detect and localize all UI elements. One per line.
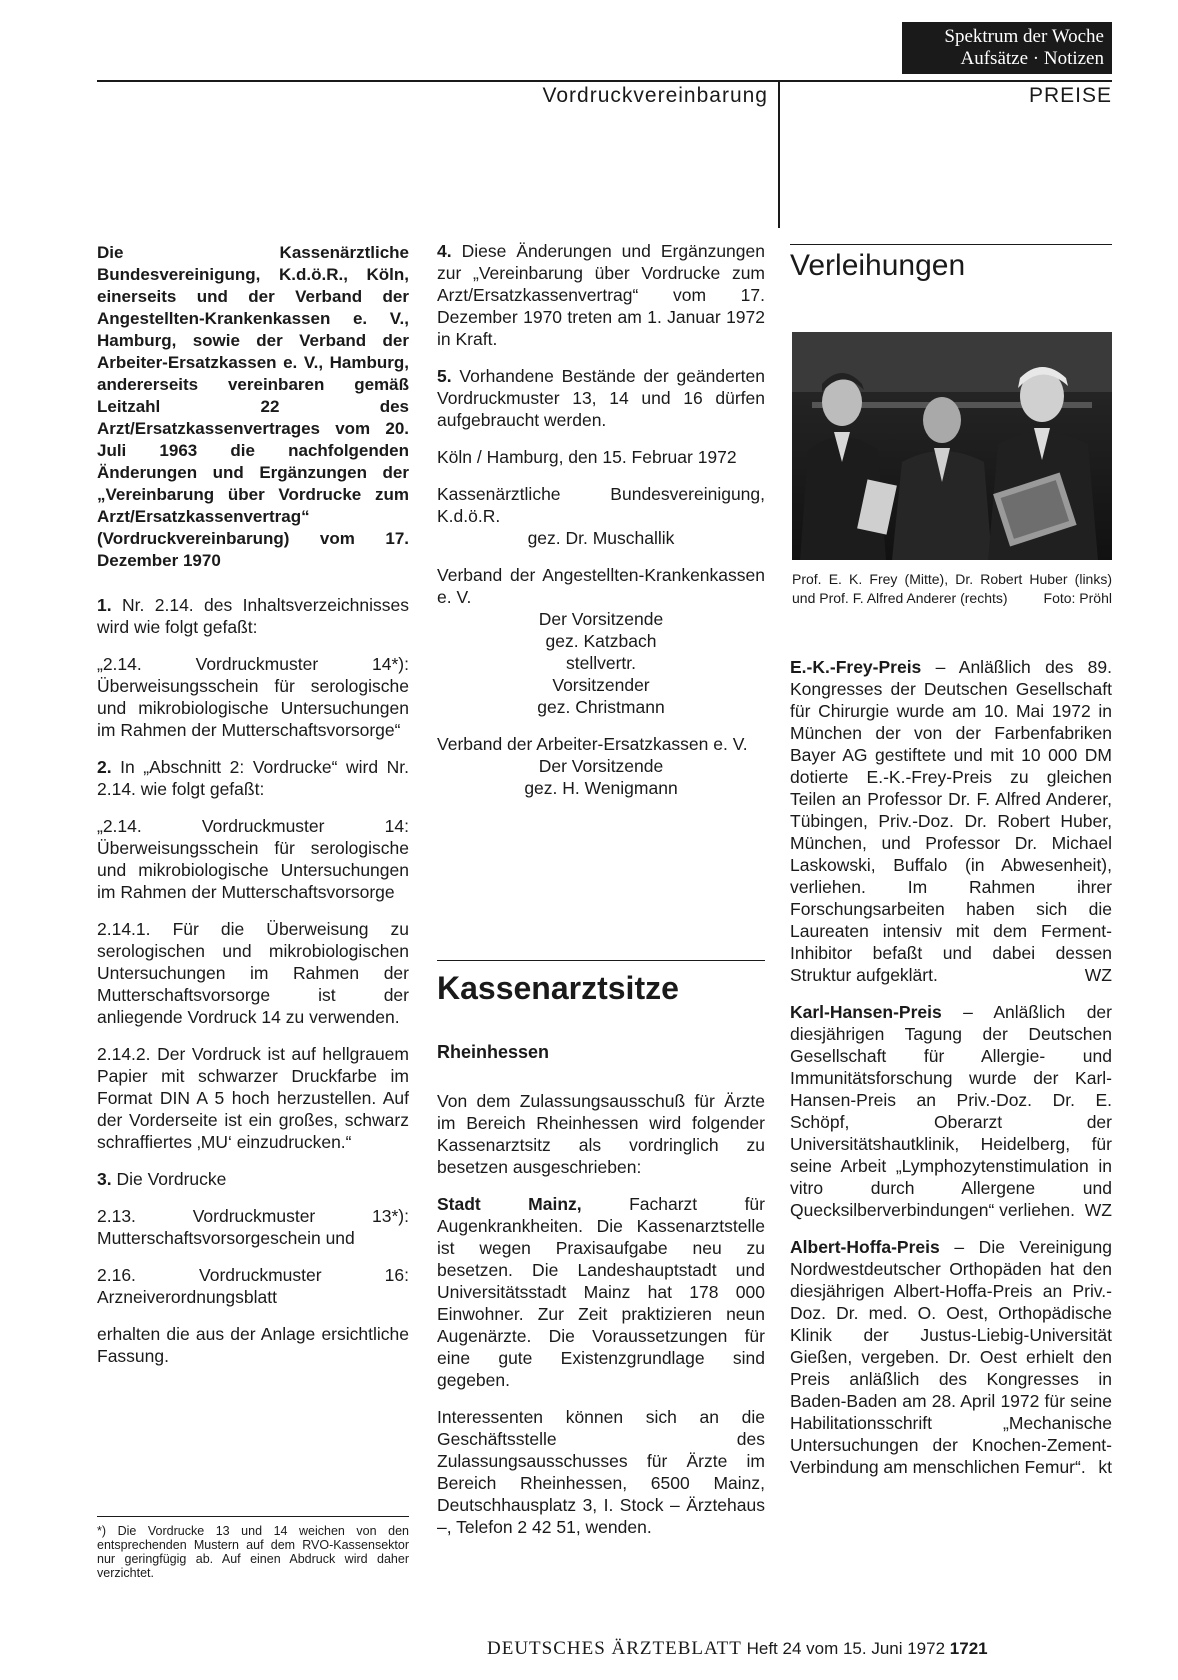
signatory-org: Verband der Arbeiter-Ersatzkassen e. V. [437, 734, 748, 754]
issue-info: Heft 24 vom 15. Juni 1972 [746, 1639, 946, 1658]
paragraph: „2.14. Vordruckmuster 14*): Überweisungsschein für serologische und mikrobiologische Untersuchungen im Rahmen der Mutterschaftsvorsorge“ [97, 654, 409, 740]
signatory-org: Verband der Angestellten-Krankenkassen e. V. [437, 565, 765, 607]
subsection-title: Rheinhessen [437, 1042, 550, 1062]
journal-name: DEUTSCHES ÄRZTEBLATT [487, 1638, 742, 1659]
section-badge [902, 22, 1112, 74]
place-date: Köln / Hamburg, den 15. Februar 1972 [437, 447, 737, 467]
agreement-lead: Die Kassenärztliche Bundesvereinigung, K.d.ö.R., Köln, einerseits und der Verband der Angestellten-Krankenkassen e. V., Hamburg, sowie der Verband der Arbeiter-Ersatzkassen e. V., Hamburg, andererseits vereinbaren gemäß Leitzahl 22 des Arzt/Ersatzkassenvertrages vom 20. Juli 1963 die nachfolgenden Änderungen und Ergänzungen der „Vereinbarung über Vordrucke zum Arzt/Ersatzkassenvertrag“ (Vordruckvereinbarung) vom 17. Dezember 1970 [97, 243, 409, 570]
paragraph: Stadt Mainz, Facharzt für Augenkrankheiten. Die Kassenarztstelle ist wegen Praxisaufgabe neu zu besetzen. Die Landeshauptstadt und Universitätsstadt Mainz hat 178 000 Einwohner. Zur Zeit praktizieren neun Augenärzte. Die Voraussetzungen für eine gute Existenzgrundlage sind gegeben. [437, 1194, 765, 1390]
header-rule [97, 80, 1112, 82]
paragraph: Von dem Zulassungsausschuß für Ärzte im Bereich Rheinhessen wird folgender Kassenarztsitz als vordringlich zu besetzen ausgeschrieben: [437, 1091, 765, 1177]
paragraph: 2.14.2. Der Vordruck ist auf hellgrauem Papier mit schwarzer Druckfarbe im Format DIN A 5 hoch herzustellen. Auf der Vorderseite ist ein großes, schwarz schraffiertes ‚MU‘ einzudrucken.“ [97, 1044, 409, 1152]
signature: gez. Katzbach [545, 631, 657, 651]
signatory-org: Kassenärztliche Bundesvereinigung, K.d.ö.R. [437, 484, 765, 526]
column-1 [97, 242, 409, 1382]
paragraph: erhalten die aus der Anlage ersichtliche Fassung. [97, 1324, 409, 1366]
signature: gez. Dr. Muschallik [527, 528, 675, 548]
paragraph: 2.13. Vordruckmuster 13*): Mutterschaftsvorsorgeschein und [97, 1206, 409, 1248]
paragraph: 3. Die Vordrucke [97, 1169, 227, 1189]
paragraph: „2.14. Vordruckmuster 14: Überweisungsschein für serologische und mikrobiologische Untersuchungen im Rahmen der Mutterschaftsvorsorge [97, 816, 409, 902]
award-entry: Albert-Hoffa-Preis – Die Vereinigung Nordwestdeutscher Orthopäden hat den diesjährigen Albert-Hoffa-Preis an Priv.-Doz. Dr. med. O. Oest, Orthopädische Klinik der Justus-Liebig-Universität Gießen, vergeben. Dr. Oest erhielt den Preis anläßlich des Kongresses in Baden-Baden am 28. April 1972 für seine Habilitationsschrift „Mechanische Untersuchungen der Knochen-Zement-Verbindung am menschlichen Femur“. kt [790, 1237, 1112, 1477]
badge-line-2: Aufsätze · Notizen [960, 48, 1104, 69]
photo-credit: Foto: Pröhl [1043, 590, 1112, 606]
page-number: 1721 [949, 1639, 988, 1658]
signature: Der Vorsitzende [538, 609, 664, 629]
section-title-verleihungen: Verleihungen [790, 249, 966, 282]
award-entry: E.-K.-Frey-Preis – Anläßlich des 89. Kongresses der Deutschen Gesellschaft für Chirurgie wurde am 10. Mai 1972 in München der von der Farbenfabriken Bayer AG gestiftete und mit 10 000 DM dotierte E.-K.-Frey-Preis zu gleichen Teilen an Professor Dr. F. Alfred Anderer, Tübingen, Priv.-Doz. Dr. Robert Huber, München, und Professor Dr. Michael Laskowski, Buffalo (in Abwesenheit), verliehen. Im Rahmen ihrer Forschungsarbeiten haben sich die Laureaten intensiv mit dem Ferment-Inhibitor befaßt und dabei dessen Struktur aufgeklärt. WZ [790, 657, 1112, 985]
badge-line-1: Spektrum der Woche [944, 26, 1104, 47]
section-rule [790, 244, 1112, 245]
header-divider [778, 80, 780, 228]
page-footer [487, 1638, 1112, 1660]
photo-caption: Prof. E. K. Frey (Mitte), Dr. Robert Huber (links) und Prof. F. Alfred Anderer (rechts) Foto: Pröhl [792, 571, 1112, 606]
paragraph: 2. In „Abschnitt 2: Vordrucke“ wird Nr. 2.14. wie folgt gefaßt: [97, 757, 409, 799]
paragraph: 2.14.1. Für die Überweisung zu serologischen und mikrobiologischen Untersuchungen im Rahmen der Mutterschaftsvorsorge ist der anliegende Vordruck 14 zu verwenden. [97, 919, 409, 1027]
section-title-kassenarztsitze: Kassenarztsitze [437, 970, 679, 1006]
left-header-title: Vordruckvereinbarung [542, 84, 768, 107]
signature: gez. Christmann [537, 697, 665, 717]
award-photo [792, 332, 1112, 560]
paragraph: 1. Nr. 2.14. des Inhaltsverzeichnisses wird wie folgt gefaßt: [97, 595, 409, 637]
right-header-title: PREISE [1028, 84, 1112, 107]
section-rule [437, 960, 765, 961]
column-2-lower [437, 1090, 765, 1553]
column-3 [790, 656, 1112, 1493]
paragraph: 5. Vorhandene Bestände der geänderten Vordruckmuster 13, 14 und 16 dürfen aufgebraucht werden. [437, 366, 765, 430]
paragraph: 2.16. Vordruckmuster 16: Arzneiverordnungsblatt [97, 1265, 409, 1307]
signature: Der Vorsitzende [538, 756, 664, 776]
footnote: *) Die Vordrucke 13 und 14 weichen von den entsprechenden Mustern auf dem RVO-Kassensektor nur geringfügig ab. Auf einen Abdruck wird daher verzichtet. [97, 1524, 409, 1580]
paragraph: 4. Diese Änderungen und Ergänzungen zur „Vereinbarung über Vordrucke zum Arzt/Ersatzkassenvertrag“ vom 17. Dezember 1970 treten am 1. Januar 1972 in Kraft. [437, 241, 765, 349]
signature: gez. H. Wenigmann [524, 778, 678, 798]
footnote-rule [97, 1516, 409, 1517]
award-entry: Karl-Hansen-Preis – Anläßlich der diesjährigen Tagung der Deutschen Gesellschaft für Allergie- und Immunitätsforschung wurde der Karl-Hansen-Preis an Priv.-Doz. Dr. E. Schöpf, Oberarzt der Universitätshautklinik, Heidelberg, für seine Arbeit „Lymphozytenstimulation in vitro durch Allergene und Quecksilberverbindungen“ verliehen. WZ [790, 1002, 1112, 1220]
column-2 [437, 240, 765, 799]
signature: stellvertr. [565, 653, 637, 673]
paragraph: Interessenten können sich an die Geschäftsstelle des Zulassungsausschusses für Ärzte im Bereich Rheinhessen, 6500 Mainz, Deutschhausplatz 3, I. Stock – Ärztehaus –, Telefon 2 42 51, wenden. [437, 1407, 765, 1537]
signature: Vorsitzender [552, 675, 650, 695]
